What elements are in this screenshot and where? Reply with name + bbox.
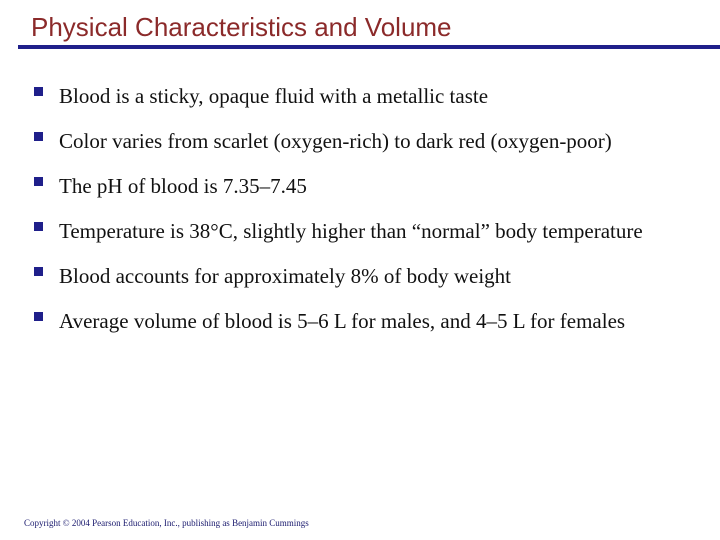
slide-title: Physical Characteristics and Volume	[31, 12, 452, 42]
bullet-item	[34, 264, 694, 288]
square-bullet-icon	[34, 87, 43, 96]
bullet-item	[34, 129, 694, 153]
title-divider	[18, 45, 720, 49]
bullet-item	[34, 219, 694, 243]
bullet-text: Color varies from scarlet (oxygen-rich) to dark red (oxygen-poor)	[59, 129, 612, 153]
square-bullet-icon	[34, 177, 43, 186]
bullet-item	[34, 84, 694, 108]
bullet-text: Blood accounts for approximately 8% of body weight	[59, 264, 511, 288]
bullet-item	[34, 309, 694, 333]
square-bullet-icon	[34, 312, 43, 321]
bullet-list	[34, 84, 694, 354]
square-bullet-icon	[34, 132, 43, 141]
bullet-text: Blood is a sticky, opaque fluid with a metallic taste	[59, 84, 489, 108]
bullet-text: The pH of blood is 7.35–7.45	[59, 174, 307, 198]
square-bullet-icon	[34, 267, 43, 276]
square-bullet-icon	[34, 222, 43, 231]
bullet-text: Temperature is 38°C, slightly higher than “normal” body temperature	[59, 219, 643, 243]
bullet-item	[34, 174, 694, 198]
bullet-text: Average volume of blood is 5–6 L for males, and 4–5 L for females	[59, 309, 626, 333]
copyright-footer: Copyright © 2004 Pearson Education, Inc., publishing as Benjamin Cummings	[24, 518, 309, 528]
